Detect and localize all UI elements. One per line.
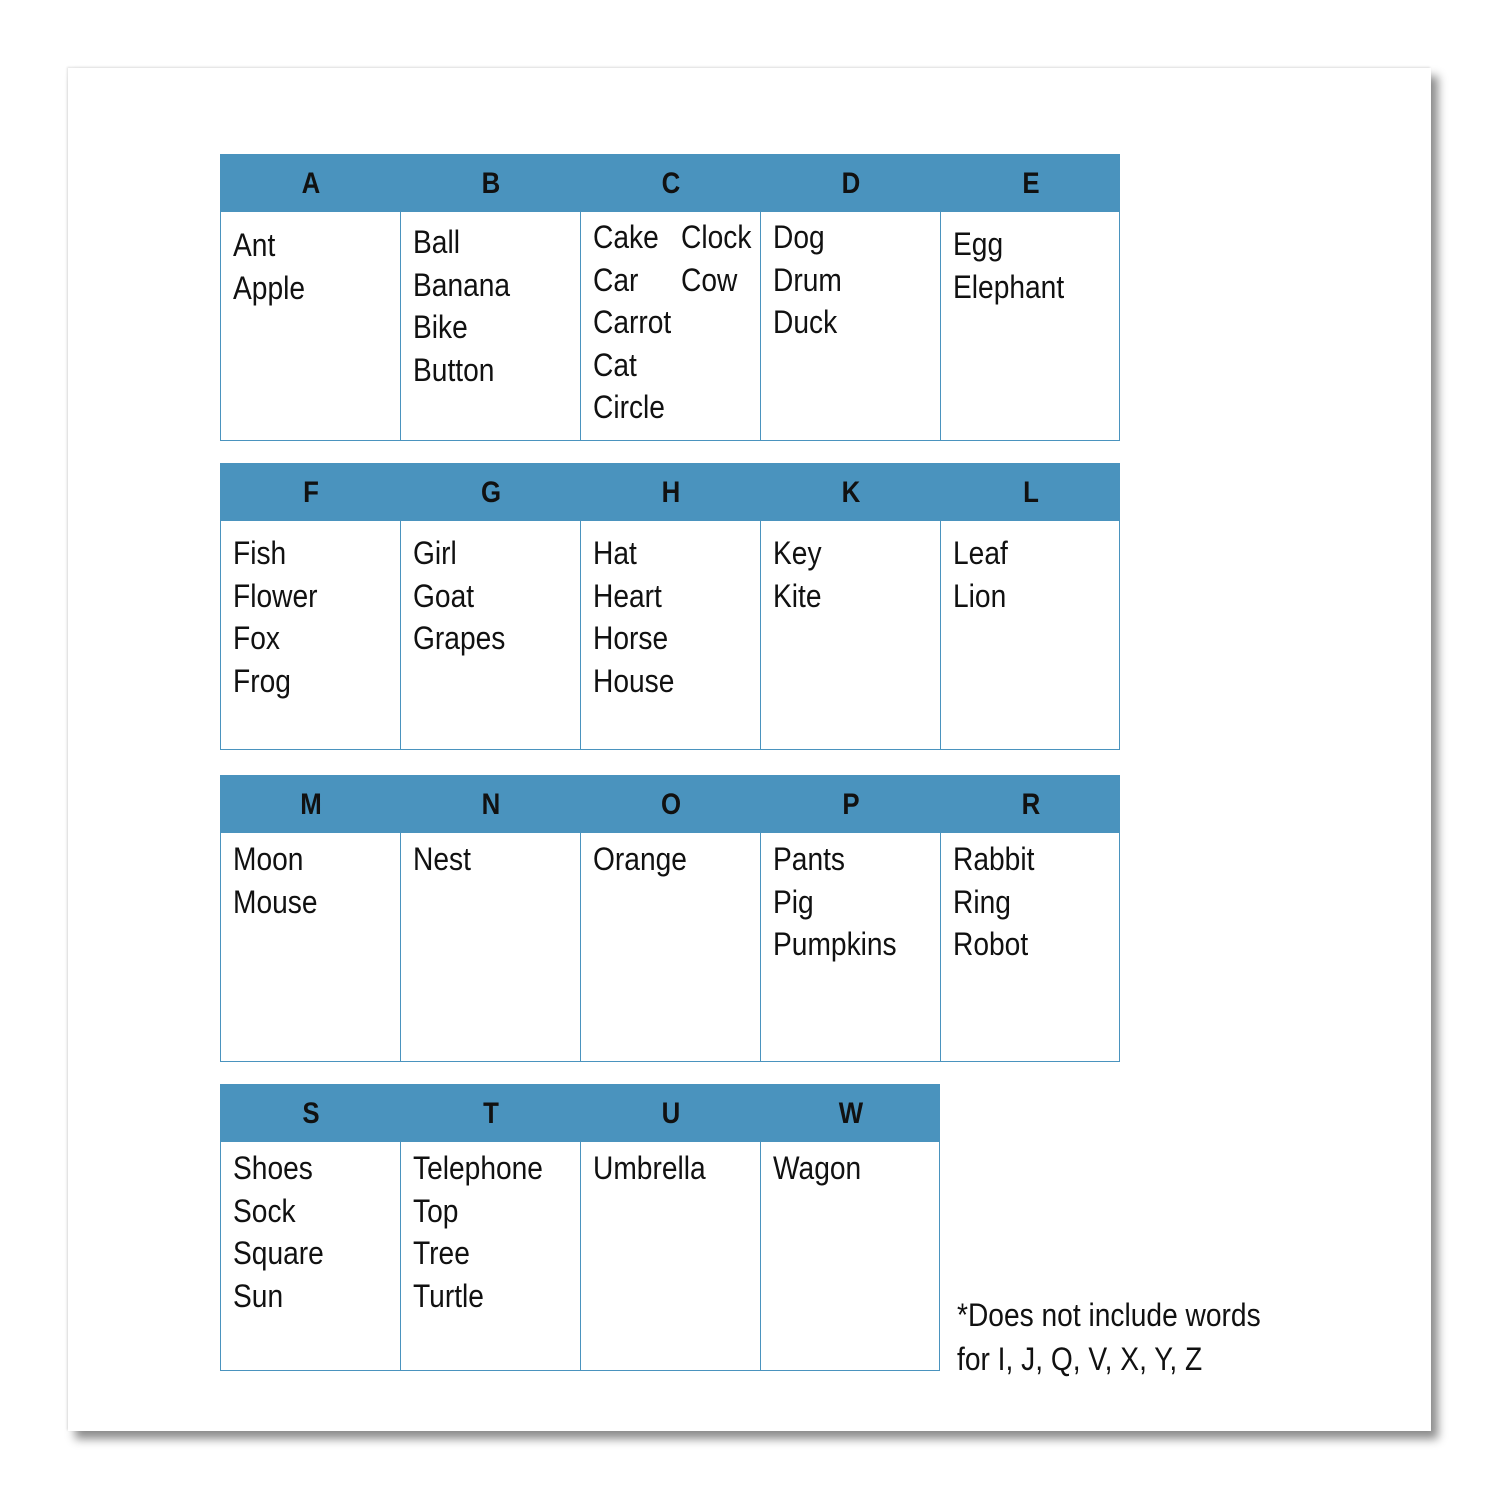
word: Ant: [233, 227, 276, 263]
word: Circle: [593, 389, 665, 425]
word-cell-g: [401, 521, 581, 749]
word-table-a-e: [220, 154, 1120, 441]
footnote: [957, 1293, 1261, 1381]
word: Bike: [413, 309, 468, 345]
word-cell-k: [761, 521, 941, 749]
letter-header: L: [1023, 475, 1039, 509]
word: Cake: [593, 219, 659, 255]
word: Turtle: [413, 1277, 484, 1314]
letter-header: U: [661, 1096, 681, 1130]
word-cell-l: [941, 521, 1121, 749]
letter-header-row: [221, 464, 1119, 521]
word: Pants: [773, 841, 846, 877]
word-cell-d: [761, 212, 941, 440]
word-cell-u: [581, 1142, 761, 1370]
word: Girl: [413, 535, 457, 571]
word-cell-n: [401, 833, 581, 1061]
word-table-f-l: [220, 463, 1120, 750]
letter-header: S: [302, 1096, 320, 1130]
word-cell-m: [221, 833, 401, 1061]
word-table-m-r: [220, 775, 1120, 1062]
word: Orange: [593, 841, 687, 877]
letter-header: O: [660, 787, 682, 821]
word: Kite: [773, 577, 822, 614]
letter-header: P: [842, 787, 860, 821]
word: Heart: [593, 577, 662, 614]
word: Button: [413, 351, 495, 388]
word: Key: [773, 535, 822, 571]
letter-header: M: [300, 787, 322, 821]
word: Rabbit: [953, 841, 1035, 877]
word-cell-h: [581, 521, 761, 749]
word-row: [221, 1142, 939, 1370]
word-cell-b: [401, 212, 581, 440]
word: Cat: [593, 346, 637, 383]
word-row: [221, 521, 1119, 749]
word: Top: [413, 1192, 459, 1229]
word: Moon: [233, 841, 304, 877]
word: Telephone: [413, 1150, 543, 1186]
letter-header: K: [841, 475, 861, 509]
letter-header: F: [303, 475, 319, 509]
word: Mouse: [233, 883, 318, 920]
word: Drum: [773, 261, 842, 298]
letter-header-row: [221, 1085, 939, 1142]
word: Ring: [953, 883, 1011, 920]
letter-header-row: [221, 776, 1119, 833]
word: Pumpkins: [773, 926, 897, 962]
letter-header: W: [838, 1096, 864, 1130]
word: Goat: [413, 577, 475, 614]
word-cell-t: [401, 1142, 581, 1370]
letter-header: C: [661, 166, 681, 200]
word: Carrot: [593, 304, 672, 340]
word: Square: [233, 1235, 324, 1271]
word-cell-a: [221, 212, 401, 440]
word: Shoes: [233, 1150, 313, 1186]
word-cell-f: [221, 521, 401, 749]
word: Frog: [233, 662, 291, 699]
word: Grapes: [413, 620, 506, 656]
footnote-line: for I, J, Q, V, X, Y, Z: [957, 1341, 1203, 1377]
letter-header: B: [481, 166, 501, 200]
letter-header: N: [481, 787, 501, 821]
word: Leaf: [953, 535, 1008, 571]
word: Flower: [233, 577, 318, 614]
word: Ball: [413, 224, 460, 260]
word: Duck: [773, 304, 838, 340]
letter-header: H: [661, 475, 681, 509]
letter-header: G: [480, 475, 502, 509]
word: Dog: [773, 219, 825, 255]
word-cell-r: [941, 833, 1121, 1061]
word: Clock: [681, 219, 752, 255]
word-cell-e: [941, 212, 1121, 440]
word-row: [221, 212, 1119, 440]
letter-header: A: [301, 166, 321, 200]
word: Car: [593, 261, 639, 298]
word-cell-p: [761, 833, 941, 1061]
letter-header: D: [841, 166, 861, 200]
footnote-line: *Does not include words: [957, 1297, 1261, 1333]
word: Apple: [233, 269, 306, 306]
word: Wagon: [773, 1150, 862, 1186]
word: Robot: [953, 926, 1029, 962]
word: Hat: [593, 535, 637, 571]
word-cell-s: [221, 1142, 401, 1370]
word-cell-o: [581, 833, 761, 1061]
word-table-s-w: [220, 1084, 940, 1371]
letter-header-row: [221, 155, 1119, 212]
word: Pig: [773, 883, 814, 920]
word: Sock: [233, 1192, 296, 1229]
word: Banana: [413, 266, 511, 303]
word: Sun: [233, 1277, 284, 1314]
word: Tree: [413, 1235, 470, 1271]
word: Egg: [953, 226, 1004, 262]
word: Elephant: [953, 268, 1065, 305]
letter-header: R: [1021, 787, 1041, 821]
word: House: [593, 662, 675, 699]
word: Umbrella: [593, 1150, 706, 1186]
word-cell-c: [581, 212, 761, 440]
word-row: [221, 833, 1119, 1061]
word: Lion: [953, 577, 1007, 614]
letter-header: E: [1022, 166, 1040, 200]
word: Fox: [233, 620, 280, 656]
word-cell-c-second-column: [681, 216, 761, 301]
letter-header: T: [483, 1096, 499, 1130]
word: Fish: [233, 535, 287, 571]
word: Cow: [681, 261, 738, 298]
word: Nest: [413, 841, 471, 877]
word: Horse: [593, 620, 669, 656]
word-cell-w: [761, 1142, 941, 1370]
